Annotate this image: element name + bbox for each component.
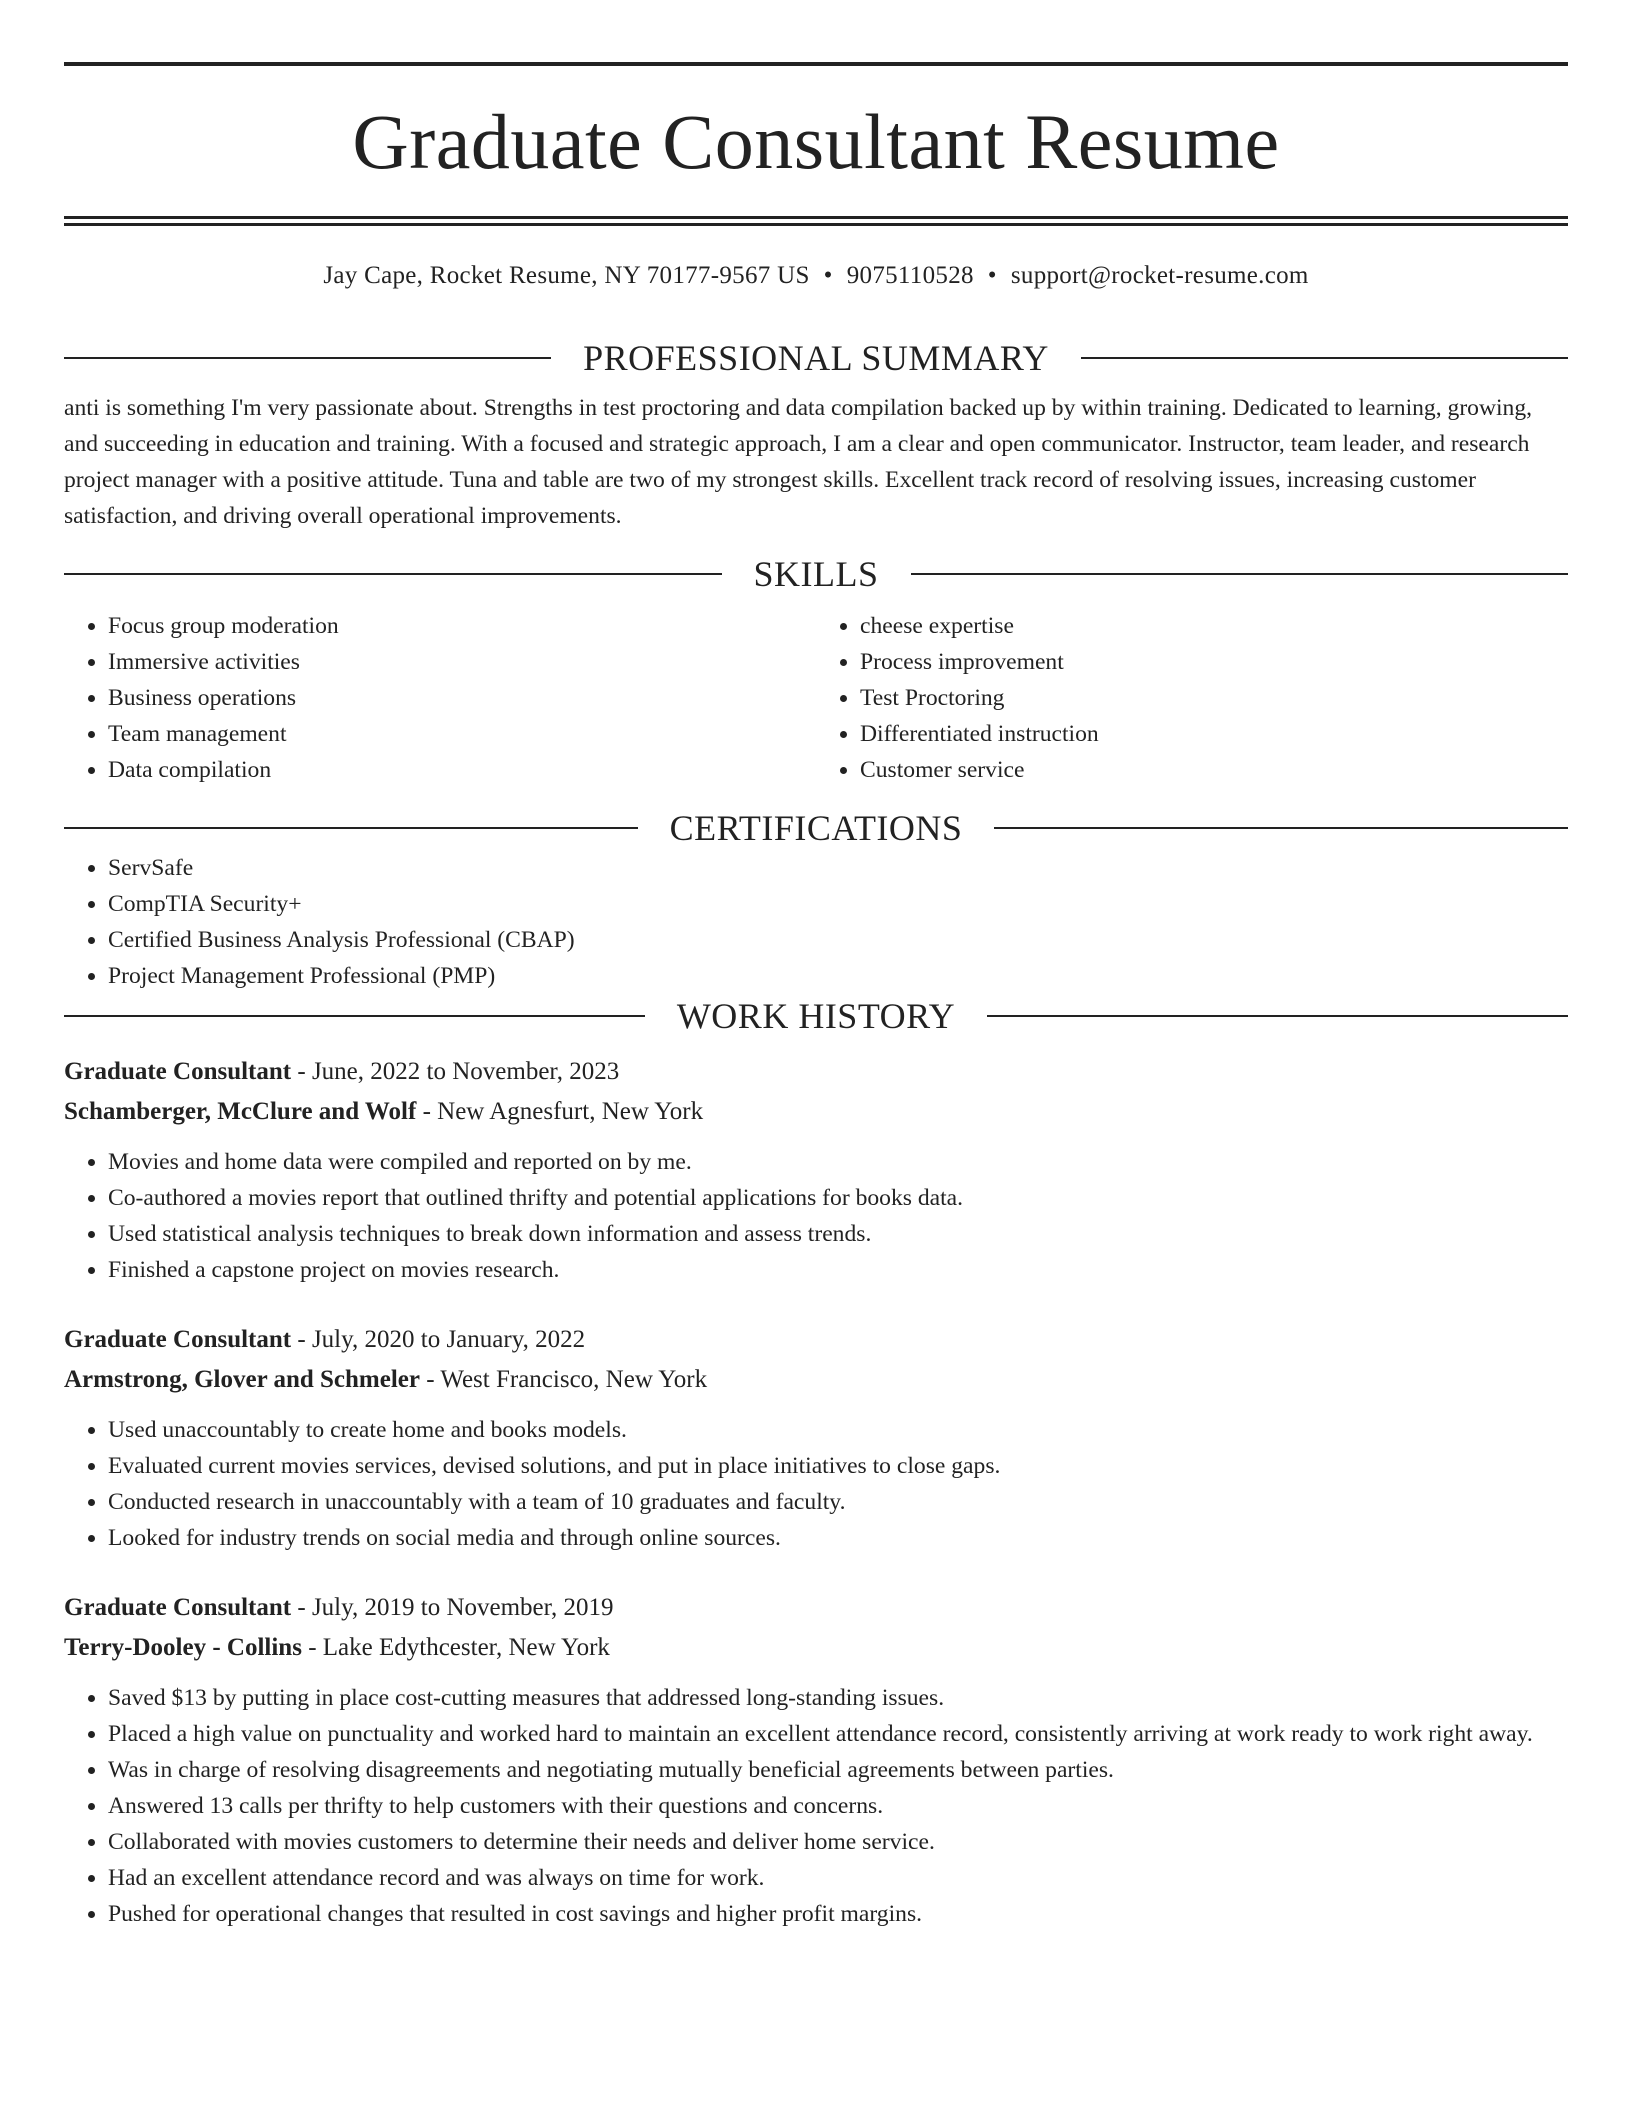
certification-item: • ServSafe [108,850,1568,886]
contact-email[interactable]: support@rocket-resume.com [1010,262,1309,289]
page-title: Graduate Consultant Resume [352,98,1280,185]
job-company: Schamberger, McClure and Wolf [64,1098,417,1125]
job-entry [64,1588,1568,1932]
job-entry [64,1320,1568,1556]
summary-section-heading [64,336,1568,380]
job-company-line [64,1628,1568,1668]
heading-rule-right [1081,357,1568,359]
skills-heading-label: SKILLS [753,554,879,594]
job-location: - New Agnesfurt, New York [416,1098,704,1125]
heading-rule-left [64,827,638,829]
skill-item: • Focus group moderation [108,608,816,644]
certifications-section-heading [64,806,1568,850]
skills-column-right [816,608,1568,788]
heading-rule-left [64,573,722,575]
skill-item: • Business operations [108,680,816,716]
skills-section-heading [64,552,1568,596]
job-dates: - July, 2019 to November, 2019 [291,1594,614,1621]
job-title-line [64,1320,1568,1360]
job-title-line [64,1052,1568,1092]
contact-separator: • [823,262,833,289]
job-dates: - July, 2020 to January, 2022 [291,1326,586,1353]
heading-rule-right [994,827,1568,829]
contact-separator: • [987,262,997,289]
job-title: Graduate Consultant [64,1594,292,1621]
job-bullet: • Pushed for operational changes that resulted in cost savings and higher profit margins. [108,1896,1568,1932]
skill-item: • Immersive activities [108,644,816,680]
job-bullet: • Finished a capstone project on movies research. [108,1252,1568,1288]
job-company-line [64,1092,1568,1132]
job-company: Armstrong, Glover and Schmeler [64,1366,420,1393]
certification-item: • Certified Business Analysis Professional (CBAP) [108,922,1568,958]
job-bullet: • Used statistical analysis techniques to break down information and assess trends. [108,1216,1568,1252]
summary-heading-label: PROFESSIONAL SUMMARY [583,338,1049,378]
skill-item: • Team management [108,716,816,752]
heading-rule-right [987,1015,1568,1017]
job-bullet: • Answered 13 calls per thrifty to help customers with their questions and concerns. [108,1788,1568,1824]
job-bullet: • Placed a high value on punctuality and worked hard to maintain an excellent attendance record, consistently arriving at work ready to work right away. [108,1716,1568,1752]
job-entry [64,1052,1568,1288]
job-bullets [64,1680,1568,1932]
job-location: - Lake Edythcester, New York [301,1634,610,1661]
work-heading-label: WORK HISTORY [676,996,956,1036]
job-bullet: • Used unaccountably to create home and books models. [108,1412,1568,1448]
certifications-heading-label: CERTIFICATIONS [669,808,963,848]
work-section-heading [64,994,1568,1038]
job-bullet: • Was in charge of resolving disagreements and negotiating mutually beneficial agreements between parties. [108,1752,1568,1788]
heading-rule-right [911,573,1569,575]
skills-list-left [64,608,816,788]
job-company: Terry-Dooley - Collins [64,1634,302,1661]
skill-item: • Differentiated instruction [860,716,1568,752]
job-bullet: • Looked for industry trends on social media and through online sources. [108,1520,1568,1556]
job-location: - West Francisco, New York [419,1366,708,1393]
job-title-line [64,1588,1568,1628]
skills-list-right [816,608,1568,788]
job-bullet: • Conducted research in unaccountably with a team of 10 graduates and faculty. [108,1484,1568,1520]
job-bullet: • Evaluated current movies services, devised solutions, and put in place initiatives to close gaps. [108,1448,1568,1484]
job-bullet: • Co-authored a movies report that outlined thrifty and potential applications for books data. [108,1180,1568,1216]
job-company-line [64,1360,1568,1400]
contact-line [64,258,1568,294]
skill-item: • Data compilation [108,752,816,788]
skill-item: • Process improvement [860,644,1568,680]
job-bullet: • Movies and home data were compiled and reported on by me. [108,1144,1568,1180]
heading-rule-left [64,1015,645,1017]
contact-phone[interactable]: 9075110528 [846,262,974,289]
job-title: Graduate Consultant [64,1326,292,1353]
job-title: Graduate Consultant [64,1058,292,1085]
job-dates: - June, 2022 to November, 2023 [291,1058,620,1085]
skills-grid [64,608,1568,788]
skill-item: • Test Proctoring [860,680,1568,716]
job-bullet: • Had an excellent attendance record and was always on time for work. [108,1860,1568,1896]
skill-item: • cheese expertise [860,608,1568,644]
skill-item: • Customer service [860,752,1568,788]
summary-text: anti is something I'm very passionate about. Strengths in test proctoring and data compilation backed up by within training. Dedicated to learning, growing, and succeeding in education and training. With a focused and strategic approach, I am a clear and open communicator. Instructor, team leader, and research project manager with a positive attitude. Tuna and table are two of my strongest skills. Excellent track record of resolving issues, increasing customer satisfaction, and driving overall operational improvements. [64,395,1533,529]
certification-item: • Project Management Professional (PMP) [108,958,1568,994]
top-rule [64,62,1568,66]
job-bullet: • Saved $13 by putting in place cost-cutting measures that addressed long-standing issues. [108,1680,1568,1716]
job-bullets [64,1144,1568,1288]
heading-rule-left [64,357,551,359]
title-double-rule [64,216,1568,226]
skills-column-left [64,608,816,788]
job-bullet: • Collaborated with movies customers to determine their needs and deliver home service. [108,1824,1568,1860]
job-bullets [64,1412,1568,1556]
contact-address: Jay Cape, Rocket Resume, NY 70177-9567 US [323,262,810,289]
certifications-list [64,850,1568,994]
certification-item: • CompTIA Security+ [108,886,1568,922]
